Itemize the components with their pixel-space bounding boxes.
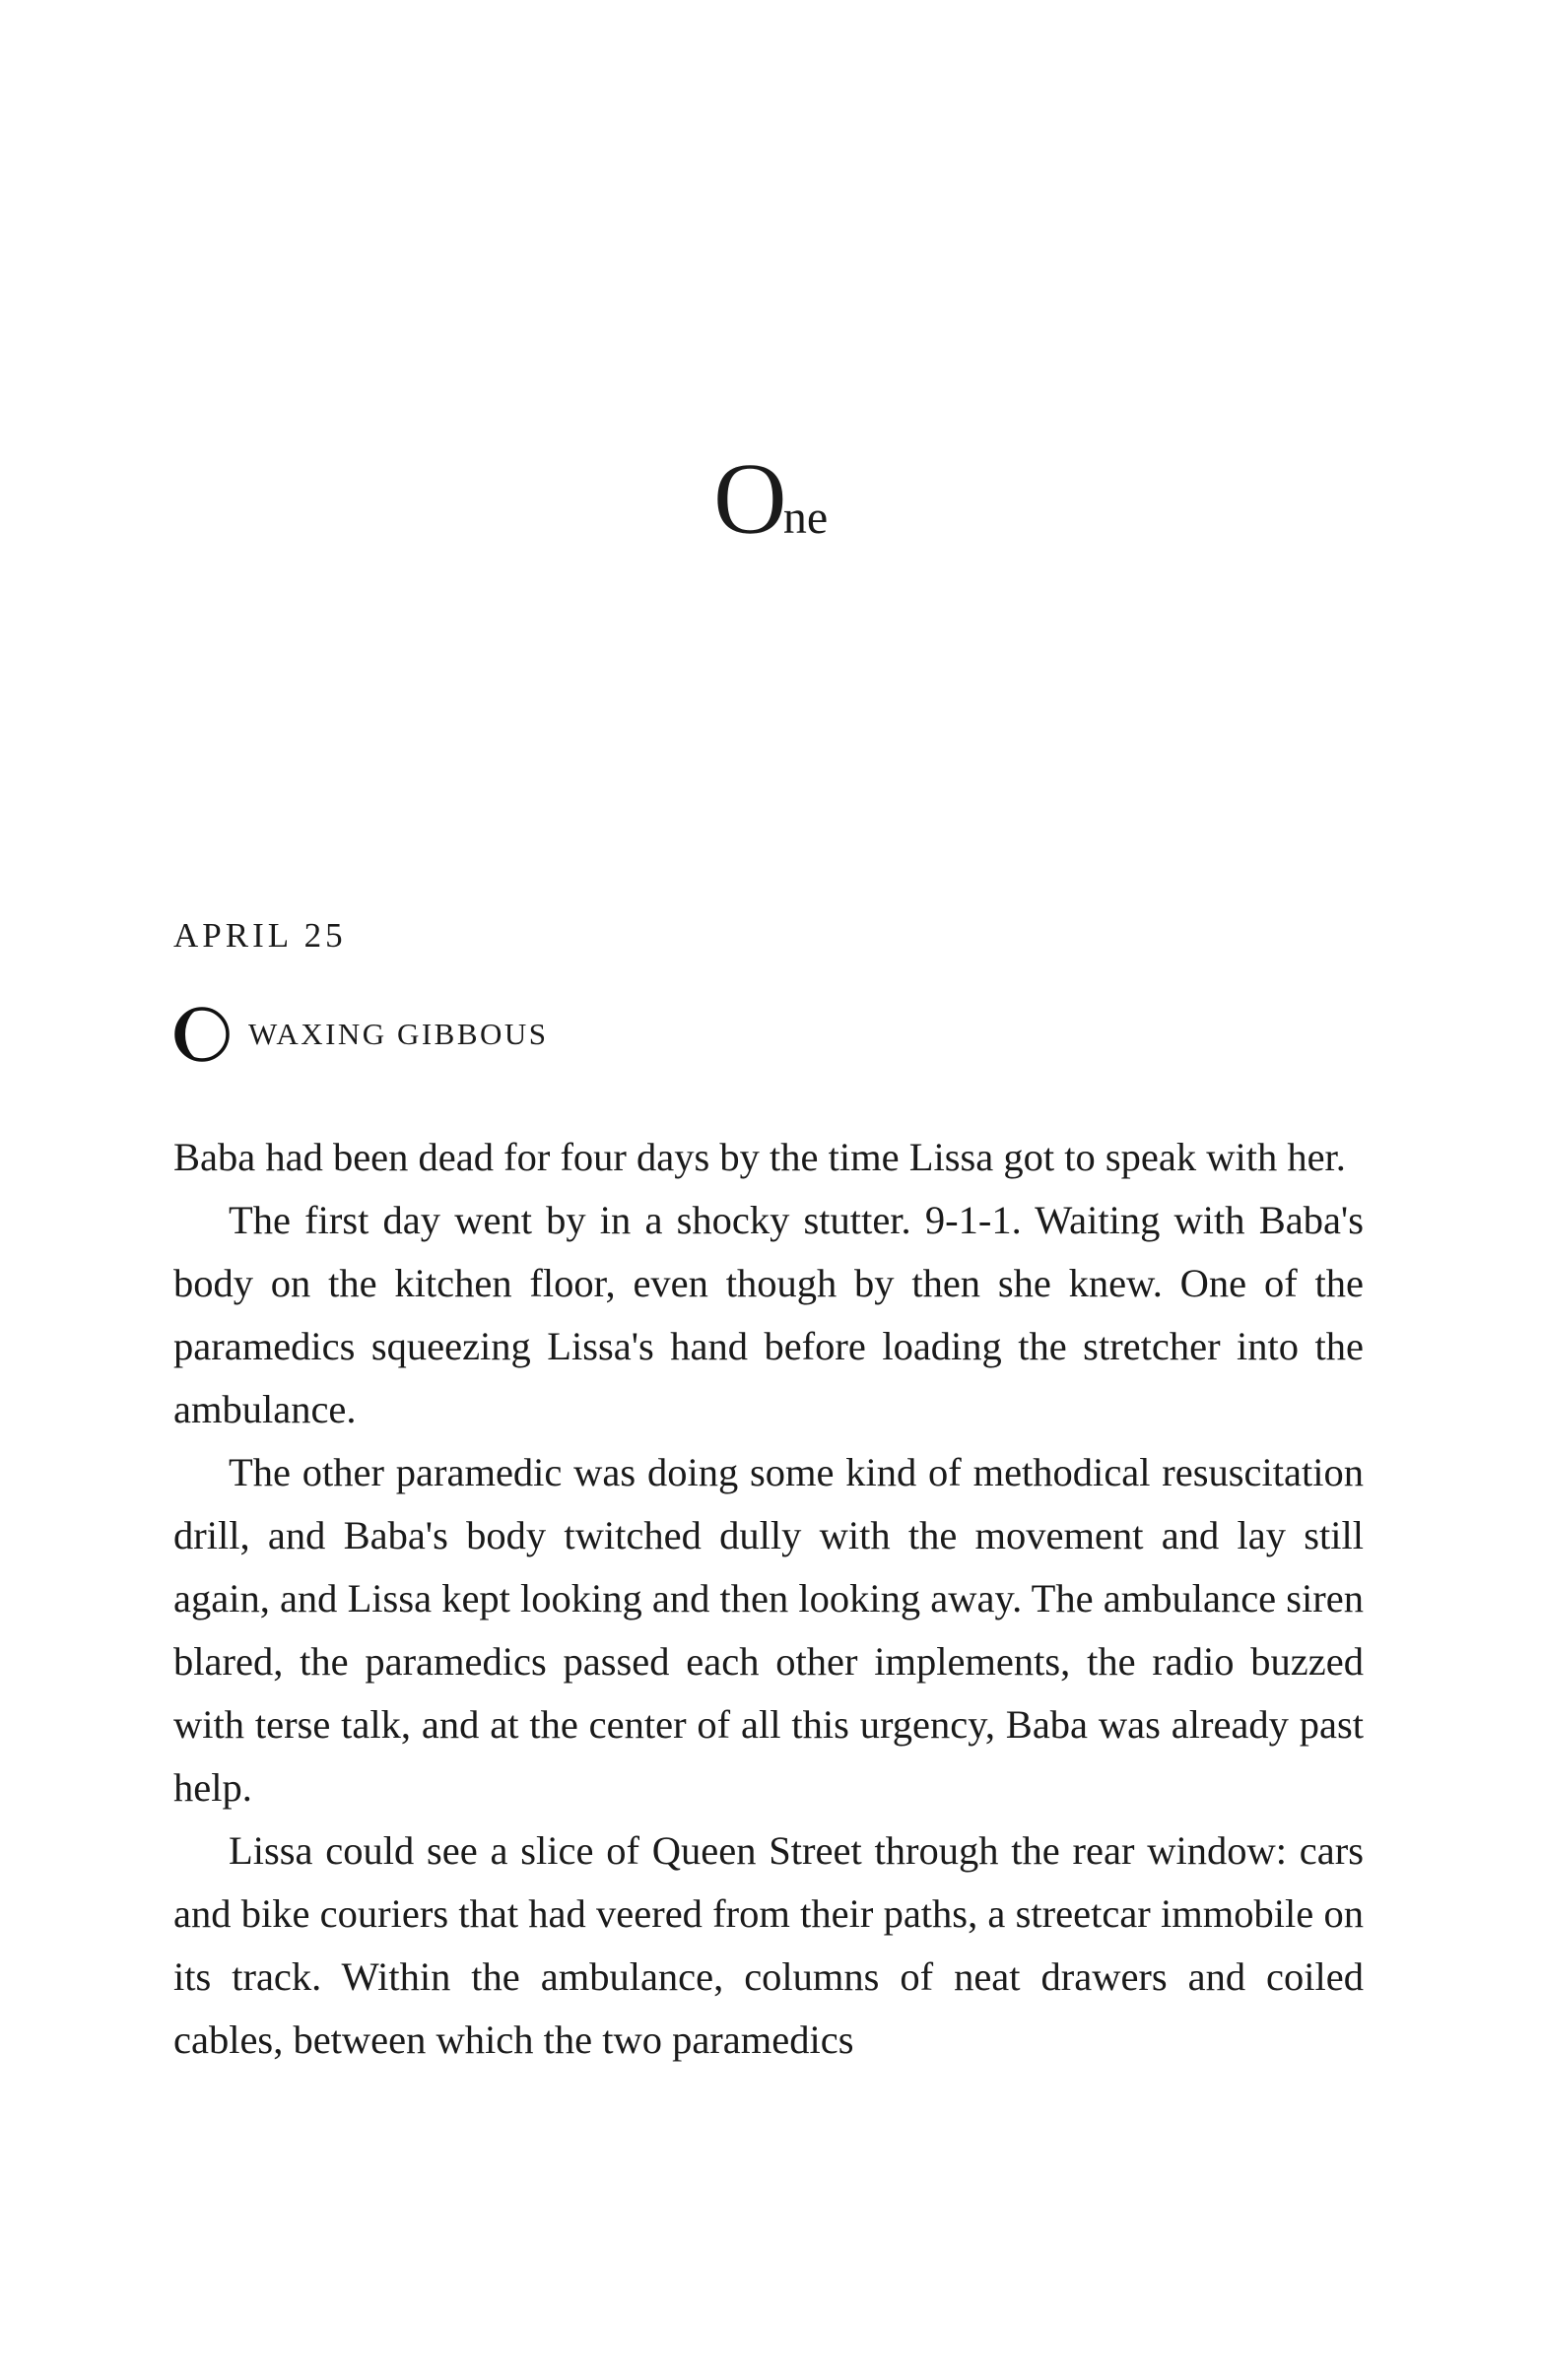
- paragraph: Baba had been dead for four days by the time Lissa got to speak with her.: [173, 1135, 1346, 1179]
- chapter-title-initial: O: [712, 442, 787, 556]
- chapter-date: APRIL 25: [173, 916, 347, 955]
- paragraph: Lissa could see a slice of Queen Street through the rear window: cars and bike couriers that had veered from their paths, a streetcar immobile on its track. Within the ambulance, columns of neat drawers and coiled cables, between which the two paramedics: [173, 1828, 1364, 2062]
- chapter-title: [0, 442, 1541, 556]
- chapter-title-rest: ne: [782, 492, 829, 544]
- moon-phase-label: WAXING GIBBOUS: [248, 1017, 549, 1051]
- moon-phase-line: [173, 1005, 549, 1064]
- paragraph: The first day went by in a shocky stutter. 9-1-1. Waiting with Baba's body on the kitchen floor, even though by then she knew. One of the paramedics squeezing Lissa's hand before loading the stretcher into the ambulance.: [173, 1198, 1364, 1431]
- chapter-body: [173, 1126, 1364, 2072]
- waxing-gibbous-moon-icon: [173, 1006, 231, 1063]
- paragraph: The other paramedic was doing some kind of methodical resuscitation drill, and Baba's body twitched dully with the movement and lay still again, and Lissa kept looking and then looking away. The ambulance siren blared, the paramedics passed each other implements, the radio buzzed with terse talk, and at the center of all this urgency, Baba was already past help.: [173, 1450, 1364, 1810]
